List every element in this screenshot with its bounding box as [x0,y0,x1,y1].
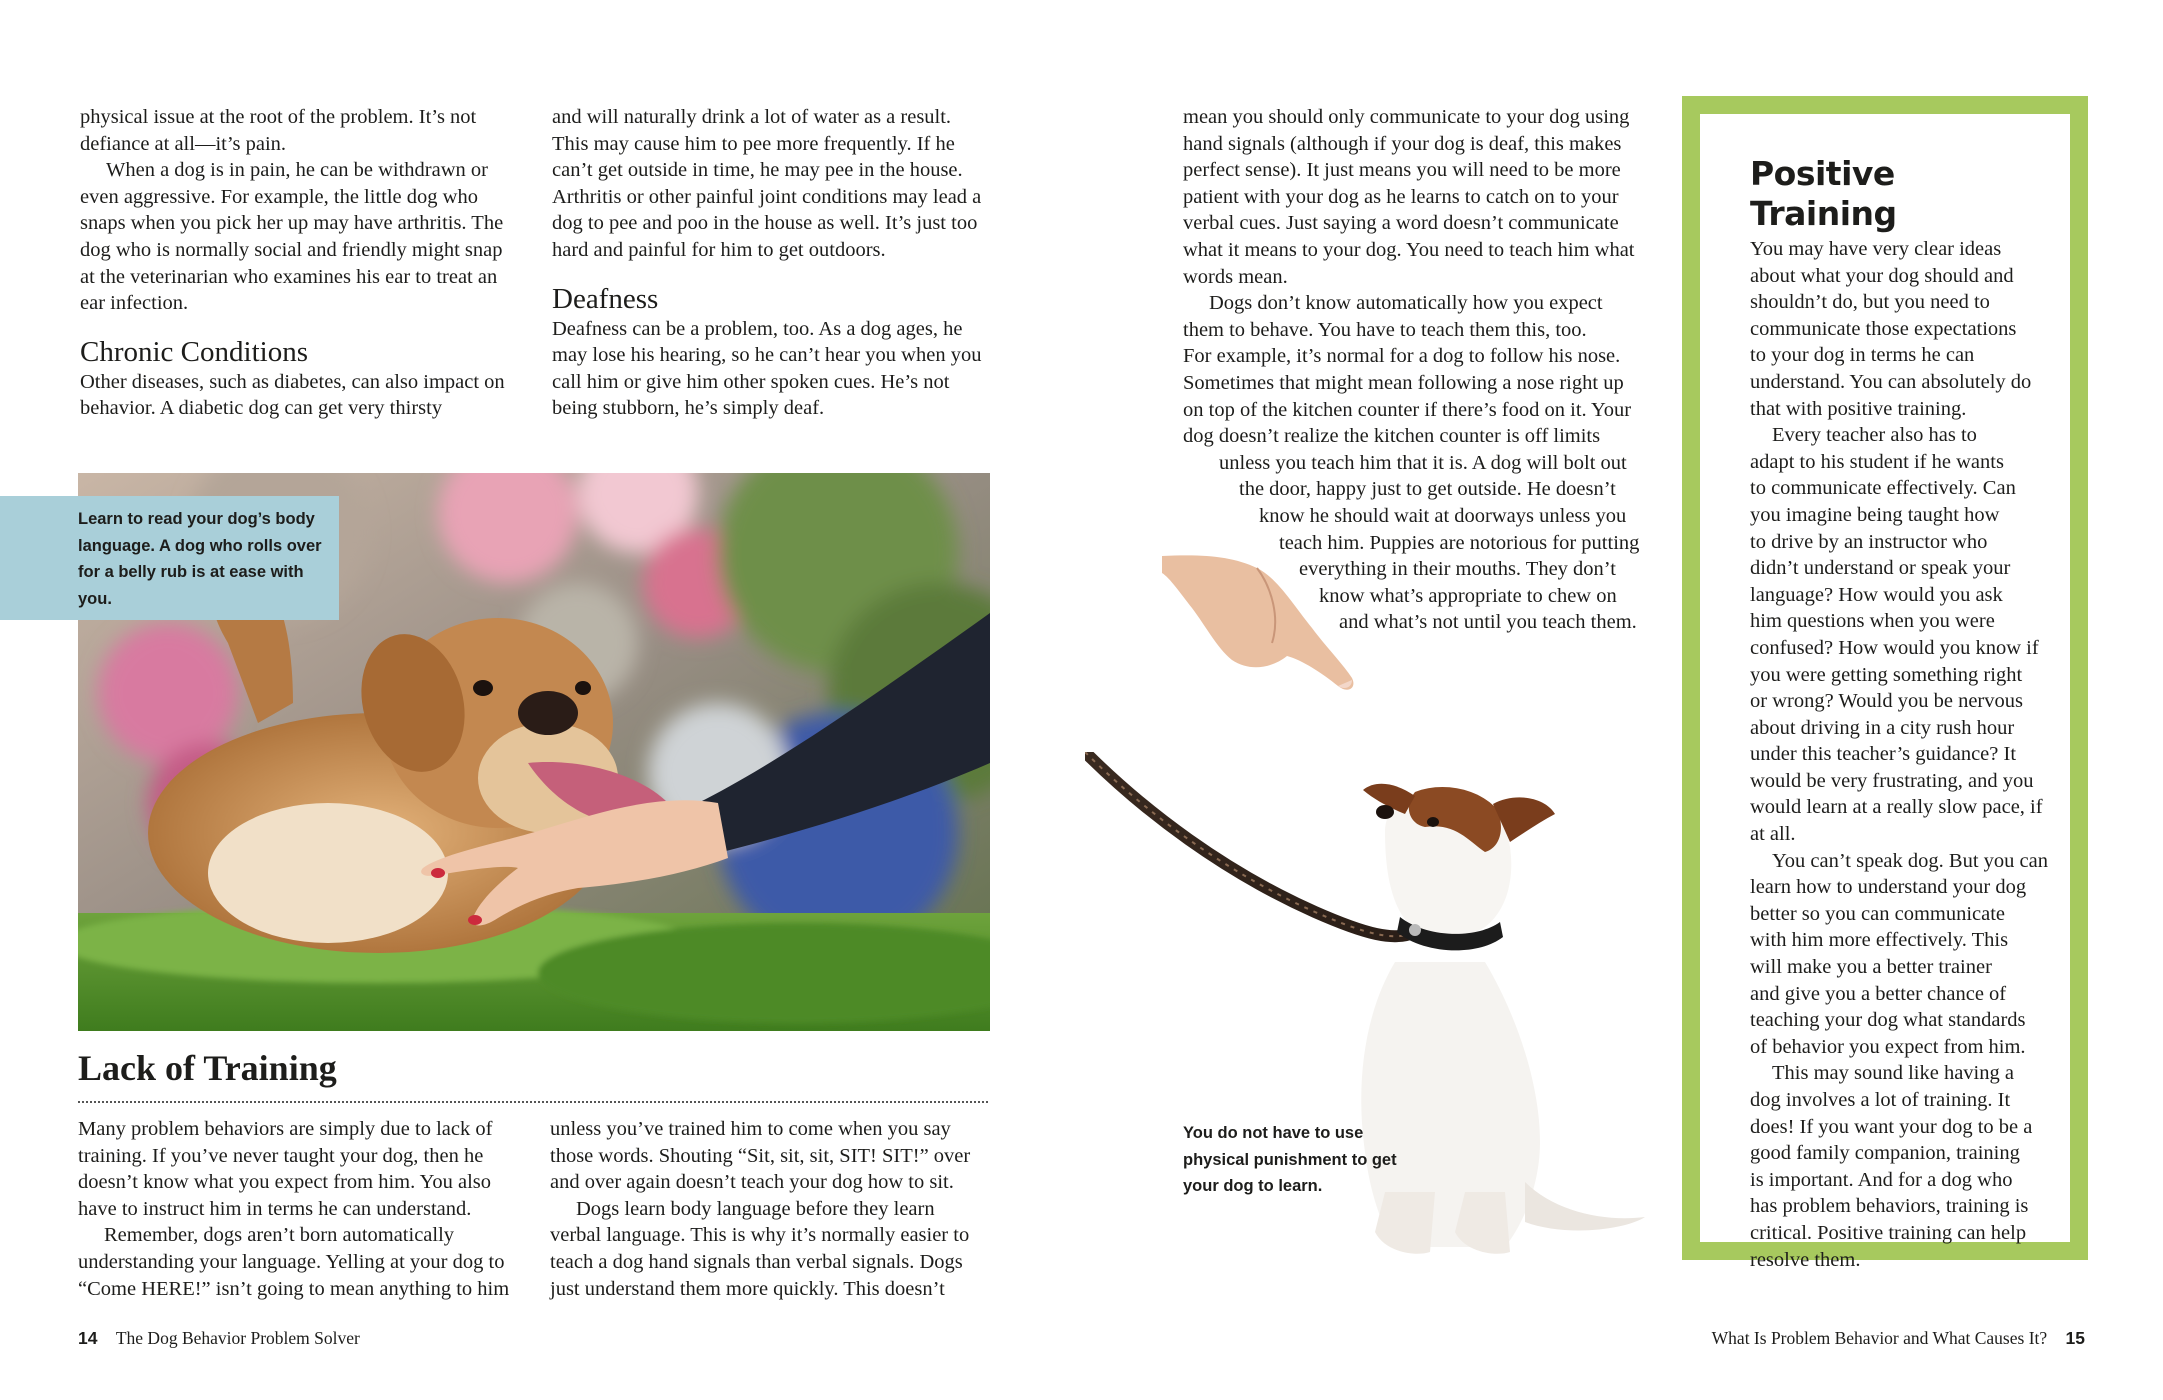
text-line: better so you can communicate [1750,902,2006,925]
text-line: critical. Positive training can help [1750,1221,2027,1244]
text-line: about what your dog should and [1750,264,2014,287]
chapter-title: What Is Problem Behavior and What Causes It? [1711,1328,2048,1348]
text-line: learn how to understand your dog [1750,876,2027,899]
text-line: understand. You can absolutely do [1750,370,2032,393]
photo-caption-box [0,496,339,620]
text-line: unless you teach him that it is. A dog will bolt out [1219,451,1627,474]
text-line: to drive by an instructor who [1750,530,1988,553]
text-line: verbal cues. Just saying a word doesn’t communicate [1183,212,1619,235]
text-line: resolve them. [1750,1248,1861,1271]
paragraph: physical issue at the root of the problem. It’s not defiance at all—it’s pain. [80,106,477,155]
sidebar-panel [1700,114,2070,1271]
text-line: communicate those expectations [1750,317,2017,340]
text-line: him questions when you were [1750,610,1995,633]
text-line: you imagine being taught how [1750,503,2000,526]
right-folio [1712,1327,2085,1349]
text-line: or wrong? Would you be nervous [1750,690,2023,713]
text-line: is important. And for a dog who [1750,1168,2013,1191]
sidebar-body [1750,236,2050,1273]
text-line: has problem behaviors, training is [1750,1195,2029,1218]
left-column-3 [78,1116,518,1302]
text-line: You may have very clear ideas [1750,238,2002,260]
photo-caption-text: You do not have to use physical punishment to get your dog to learn. [1183,1124,1397,1195]
text-line: to your dog in terms he can [1750,344,1975,367]
heading-divider [78,1101,988,1103]
text-line: For example, it’s normal for a dog to follow his nose. [1183,345,1621,368]
left-folio [78,1327,360,1349]
paragraph: Dogs learn body language before they learn verbal language. This is why it’s normally easier to teach a dog hand signals than verbal signals. Dogs just understand them more quickly. This doesn’t [550,1197,970,1300]
text-line: language? How would you ask [1750,583,2003,606]
text-line: would be very frustrating, and you [1750,769,2034,792]
page-number: 15 [2065,1328,2085,1348]
paragraph: Remember, dogs aren’t born automatically understanding your language. Yelling at your dog to “Come HERE!” isn’t going to mean anything to him [78,1224,510,1300]
text-line: mean you should only communicate to your dog using [1183,106,1630,128]
right-main-text [1183,104,1683,636]
left-column-4 [550,1116,990,1302]
paragraph: unless you’ve trained him to come when you say those words. Shouting “Sit, sit, sit, SIT! SIT!” over and over again doesn’t teach your dog how to sit. [550,1118,971,1194]
text-line: teaching your dog what standards [1750,1009,2026,1032]
text-line: adapt to his student if he wants [1750,450,2004,473]
text-line: what it means to your dog. You need to teach him what [1183,238,1635,261]
text-line: that with positive training. [1750,397,1967,420]
text-line: Dogs don’t know automatically how you expect [1209,292,1603,315]
paragraph: and will naturally drink a lot of water as a result. This may cause him to pee more frequently. If he can’t get outside in time, he may pee in the house. Arthritis or other painful joint conditions may lead a dog to pee and poo in the house as well. It’s just too hard and painful for him to get outdoors. [552,106,982,261]
text-line: on top of the kitchen counter if there’s food on it. Your [1183,398,1632,421]
text-line: know what’s appropriate to chew on [1319,584,1617,607]
text-line: to communicate effectively. Can [1750,477,2016,500]
text-line: about driving in a city rush hour [1750,716,2015,739]
text-line: patient with your dog as he learns to catch on to your [1183,185,1619,208]
text-line: them to behave. You have to teach them this, too. [1183,318,1587,341]
left-column-2 [552,104,992,422]
text-line: the door, happy just to get outside. He doesn’t [1239,478,1616,501]
text-line: good family companion, training [1750,1142,2020,1165]
text-line: didn’t understand or speak your [1750,557,2011,580]
paragraph: Other diseases, such as diabetes, can also impact on behavior. A diabetic dog can get very thirsty [80,370,505,420]
text-line: and give you a better chance of [1750,982,2007,1005]
text-line: hand signals (although if your dog is deaf, this makes [1183,132,1622,155]
text-line: does! If you want your dog to be a [1750,1115,2033,1138]
text-line: You can’t speak dog. But you can [1772,849,2048,872]
text-line: and what’s not until you teach them. [1339,611,1637,634]
text-line: teach him. Puppies are notorious for putting [1279,531,1640,554]
text-line: of behavior you expect from him. [1750,1035,2026,1058]
page-number: 14 [78,1328,98,1348]
text-line: This may sound like having a [1772,1062,2014,1085]
text-line: dog involves a lot of training. It [1750,1089,2011,1111]
text-line: with him more effectively. This [1750,929,2009,952]
text-line: dog doesn’t realize the kitchen counter is off limits [1183,425,1601,448]
section-heading: Lack of Training [78,1048,337,1088]
text-line: perfect sense). It just means you will need to be more [1183,159,1621,182]
paragraph: Many problem behaviors are simply due to lack of training. If you’ve never taught your dog, then he doesn’t know what you expect from him. You also have to instruct him in terms he can understand. [78,1118,493,1220]
section-subheading: Chronic Conditions [80,335,308,368]
section-subheading: Deafness [552,282,659,315]
text-line: Sometimes that might mean following a nose right up [1183,371,1624,394]
text-line: confused? How would you know if [1750,636,2039,659]
text-line: know he should wait at doorways unless you [1259,504,1627,527]
text-line: at all. [1750,823,1796,846]
paragraph: Deafness can be a problem, too. As a dog ages, he may lose his hearing, so he can’t hear you when you call him or give him other spoken cues. He’s not being stubborn, he’s simply deaf. [552,317,982,420]
text-line: will make you a better trainer [1750,956,1992,979]
text-line: Every teacher also has to [1772,424,1977,447]
photo-caption-text: Learn to read your dog’s body language. A dog who rolls over for a belly rub is at ease with you. [78,510,322,608]
text-line: would learn at a really slow pace, if [1750,796,2043,819]
left-column-1 [80,104,520,422]
text-line: words mean. [1183,265,1288,288]
positive-training-sidebar [1682,96,2088,1271]
text-line: you were getting something right [1750,663,2023,686]
text-line: shouldn’t do, but you need to [1750,291,1990,314]
photo-caption [1183,1120,1413,1200]
text-line: under this teacher’s guidance? It [1750,743,2017,766]
sidebar-title: Positive Training [1750,154,1897,233]
book-title: The Dog Behavior Problem Solver [115,1328,360,1348]
paragraph: When a dog is in pain, he can be withdrawn or even aggressive. For example, the little dog who snaps when you pick her up may have arthritis. The dog who is normally social and friendly might snap at the veterinarian who examines his ear to treat an ear infection. [80,159,504,315]
text-line: everything in their mouths. They don’t [1299,558,1616,581]
